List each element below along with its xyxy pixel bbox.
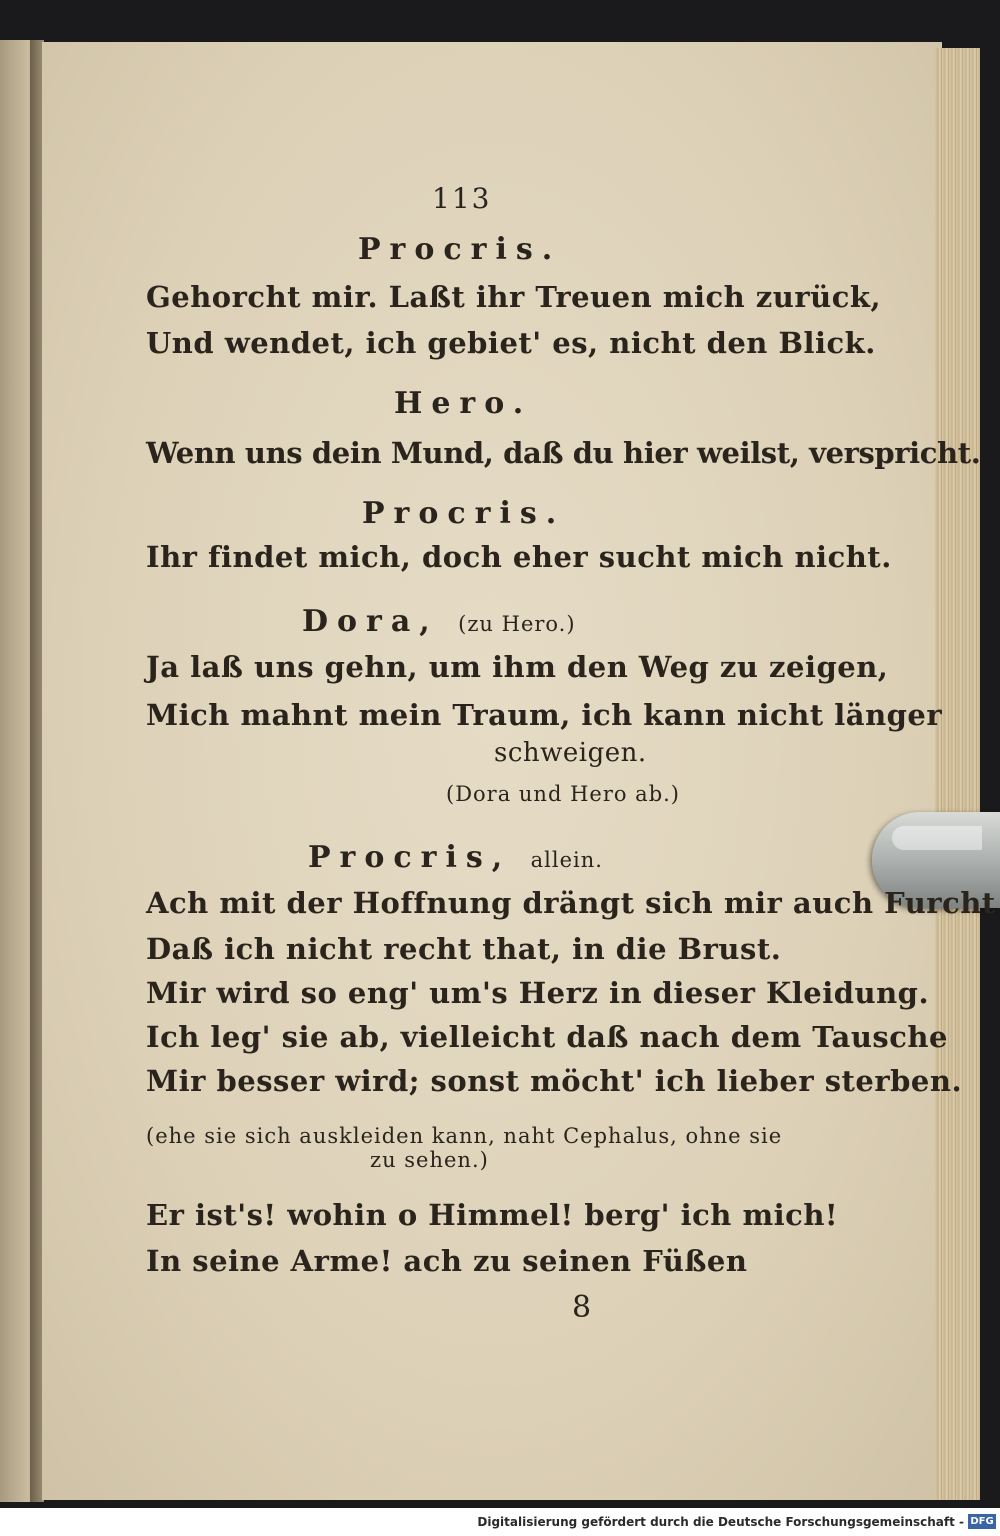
speaker-procris: Procris. [362,496,566,531]
digitization-footer [0,1508,1000,1536]
verse-line: Daß ich nicht recht that, in die Brust. [146,932,782,966]
verse-line: Gehorcht mir. Laßt ihr Treuen mich zurück, [146,280,882,314]
verse-line-continuation: schweigen. [494,738,647,768]
stage-direction-aside: allein. [530,848,603,872]
verse-line: Ach mit der Hoffnung drängt sich mir auch Furcht [146,886,996,920]
verse-line: Mich mahnt mein Traum, ich kann nicht länger [146,698,943,732]
verse-line: Mir besser wird; sonst möcht' ich lieber sterben. [146,1064,963,1098]
dfg-logo-icon: DFG [968,1514,996,1529]
verse-line: Und wendet, ich gebiet' es, nicht den Blick. [146,326,876,360]
page-fore-edge [935,48,980,1500]
stage-direction: zu sehen.) [370,1148,489,1172]
verse-line: Mir wird so eng' um's Herz in dieser Kleidung. [146,976,930,1010]
stage-direction: (ehe sie sich auskleiden kann, naht Cephalus, ohne sie [146,1124,783,1148]
verse-line: Ihr findet mich, doch eher sucht mich nicht. [146,540,892,574]
signature-mark: 8 [572,1290,592,1325]
verse-line: Wenn uns dein Mund, daß du hier weilst, verspricht. [146,436,981,470]
page-clamp-highlight [892,826,982,850]
verse-line: Ich leg' sie ab, vielleicht daß nach dem Tausche [146,1020,948,1054]
verse-line: In seine Arme! ach zu seinen Füßen [146,1244,748,1278]
verse-line: Ja laß uns gehn, um ihm den Weg zu zeigen, [146,650,889,684]
page-number: 113 [432,182,492,215]
speaker-hero: Hero. [394,386,533,421]
speaker-procris: Procris, allein. [308,840,603,875]
verse-line: Er ist's! wohin o Himmel! berg' ich mich! [146,1198,839,1232]
speaker-dora: Dora, (zu Hero.) [302,604,576,639]
stage-direction-aside: (zu Hero.) [458,612,576,636]
stage-direction: (Dora und Hero ab.) [446,782,681,806]
speaker-procris: Procris. [358,232,562,267]
funding-credit: Digitalisierung gefördert durch die Deutsche Forschungsgemeinschaft - [477,1515,964,1529]
